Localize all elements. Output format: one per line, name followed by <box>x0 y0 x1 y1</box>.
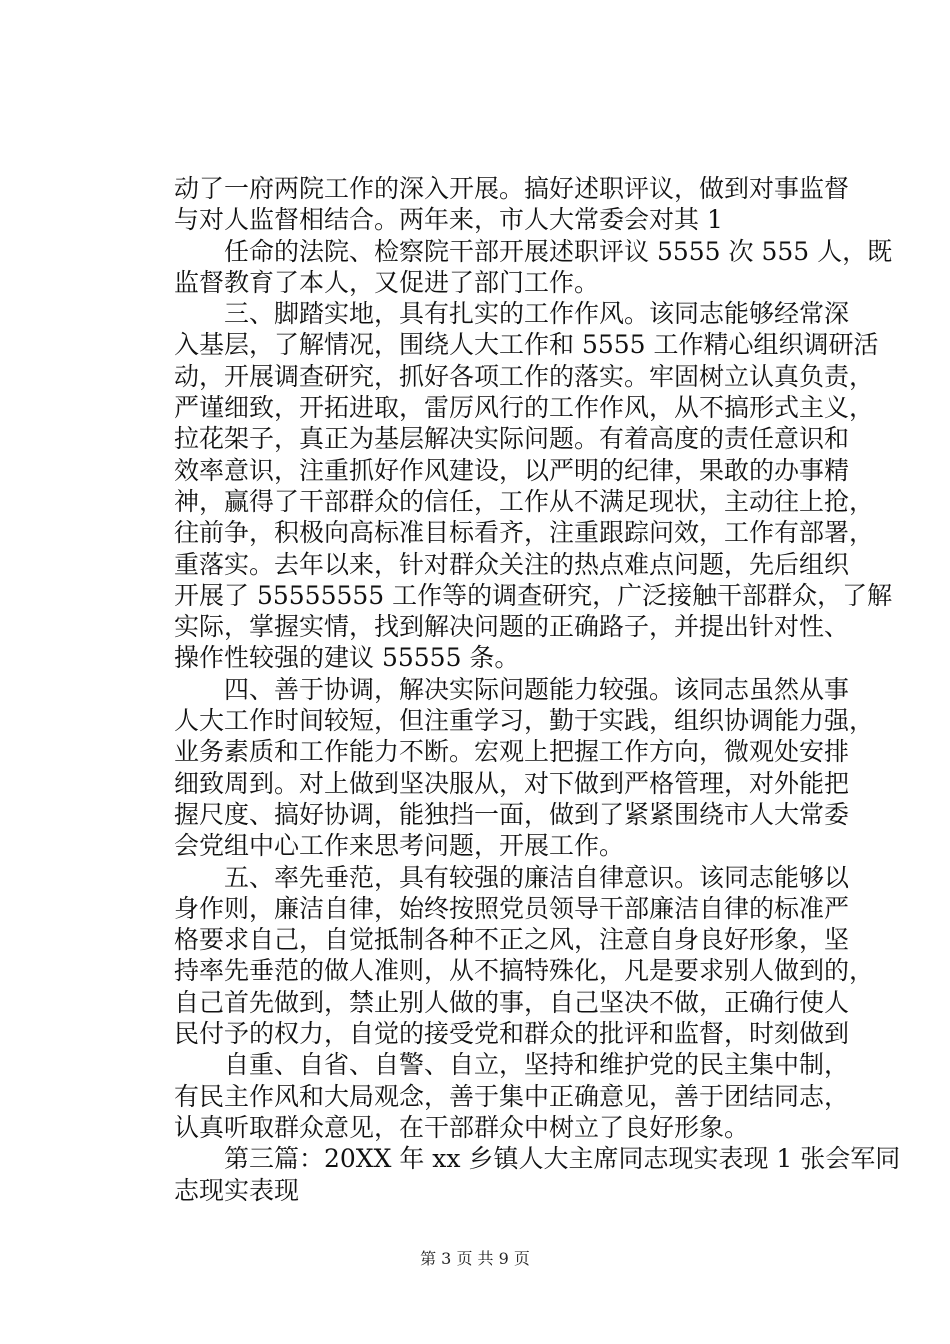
text-line: 三、脚踏实地，具有扎实的工作作风。该同志能够经常深 <box>174 299 850 329</box>
text-line: 拉花架子，真正为基层解决实际问题。有着高度的责任意识和 <box>174 424 850 454</box>
text-line: 五、率先垂范，具有较强的廉洁自律意识。该同志能够以 <box>174 862 850 892</box>
text-line: 握尺度、搞好协调，能独挡一面，做到了紧紧围绕市人大常委 <box>174 799 850 829</box>
text-line: 严谨细致，开拓进取，雷厉风行的工作作风，从不搞形式主义， <box>174 393 875 423</box>
text-line: 重落实。去年以来，针对群众关注的热点难点问题，先后组织 <box>174 549 850 579</box>
text-line: 自重、自省、自警、自立，坚持和维护党的民主集中制， <box>174 1050 850 1080</box>
text-line: 操作性较强的建议 55555 条。 <box>174 643 520 673</box>
text-line: 效率意识，注重抓好作风建设，以严明的纪律，果敢的办事精 <box>174 455 850 485</box>
text-line: 志现实表现 <box>174 1175 300 1205</box>
text-line: 往前争，积极向高标准目标看齐，注重跟踪问效，工作有部署， <box>174 518 875 548</box>
text-line: 任命的法院、检察院干部开展述职评议 5555 次 555 人，既 <box>174 236 893 266</box>
text-line: 神，赢得了干部群众的信任，工作从不满足现状，主动往上抢， <box>174 486 875 516</box>
text-line: 业务素质和工作能力不断。宏观上把握工作方向，微观处安排 <box>174 737 850 767</box>
text-line: 动了一府两院工作的深入开展。搞好述职评议，做到对事监督 <box>174 174 850 203</box>
page-number: 第 3 页 共 9 页 <box>420 1249 530 1268</box>
text-line: 持率先垂范的做人准则，从不搞特殊化，凡是要求别人做到的， <box>174 956 875 986</box>
text-line: 与对人监督相结合。两年来，市人大常委会对其 1 <box>174 205 723 235</box>
text-line: 民付予的权力，自觉的接受党和群众的批评和监督，时刻做到 <box>174 1019 850 1049</box>
text-line: 第三篇：20XX 年 xx 乡镇人大主席同志现实表现 1 张会军同 <box>174 1144 901 1174</box>
text-line: 格要求自己，自觉抵制各种不正之风，注意自身良好形象，坚 <box>174 925 850 955</box>
text-line: 实际，掌握实情，找到解决问题的正确路子，并提出针对性、 <box>174 612 850 642</box>
text-line: 入基层，了解情况，围绕人大工作和 5555 工作精心组织调研活 <box>174 330 879 360</box>
text-line: 四、善于协调，解决实际问题能力较强。该同志虽然从事 <box>174 674 850 704</box>
text-line: 细致周到。对上做到坚决服从，对下做到严格管理，对外能把 <box>174 768 850 798</box>
text-line: 有民主作风和大局观念，善于集中正确意见，善于团结同志， <box>174 1081 850 1111</box>
text-line: 动，开展调查研究，抓好各项工作的落实。牢固树立认真负责， <box>174 361 875 391</box>
text-line: 人大工作时间较短，但注重学习，勤于实践，组织协调能力强， <box>174 706 875 736</box>
text-line: 认真听取群众意见，在干部群众中树立了良好形象。 <box>174 1112 750 1142</box>
text-line: 自己首先做到，禁止别人做的事，自己坚决不做，正确行使人 <box>174 987 850 1017</box>
document-body <box>174 173 901 1206</box>
text-line: 开展了 55555555 工作等的调查研究，广泛接触干部群众，了解 <box>174 580 893 610</box>
text-line: 身作则，廉洁自律，始终按照党员领导干部廉洁自律的标准严 <box>174 893 850 923</box>
text-line: 监督教育了本人，又促进了部门工作。 <box>174 267 600 297</box>
text-line: 会党组中心工作来思考问题，开展工作。 <box>174 831 625 861</box>
